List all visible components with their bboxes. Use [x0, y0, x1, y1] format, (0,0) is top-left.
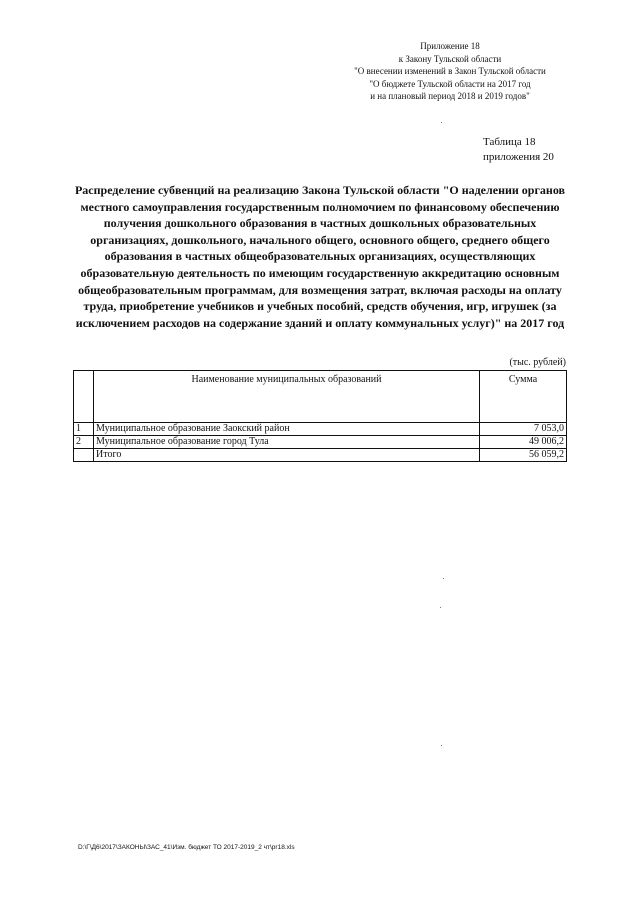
scan-speck [443, 578, 444, 579]
row-name: Муниципальное образование город Тула [94, 436, 480, 449]
table-total-row [74, 449, 567, 462]
table-row [74, 436, 567, 449]
header-number-cell [74, 371, 94, 423]
total-label: Итого [94, 449, 480, 462]
appendix-line-1: Приложение 18 [420, 41, 480, 51]
subsidy-table [73, 370, 567, 462]
appendix-line-3: "О внесении изменений в Закон Тульской области [354, 66, 546, 76]
row-number: 1 [74, 423, 94, 436]
scan-speck [441, 122, 442, 123]
document-title: Распределение субвенций на реализацию Закона Тульской области "О наделении органов местного самоуправления государственным полномочием по финансовому обеспечению получения дошкольного образования в частных дошкольных образовательных организациях, дошкольного, начального общего, основного общего, среднего общего образования в частных общеобразовательных организациях, осуществляющих образовательную деятельность по имеющим государственную аккредитацию основным общеобразовательным программам, для возмещения затрат, включая расходы на оплату труда, приобретение учебников и учебных пособий, средств обучения, игр, игрушек (за исключением расходов на содержание зданий и оплату коммунальных услуг)" на 2017 год [74, 183, 566, 330]
table-ref-line-2: приложения 20 [483, 151, 554, 163]
row-sum: 49 006,2 [480, 436, 567, 449]
header-sum-cell: Сумма [480, 371, 567, 423]
scan-speck [440, 607, 441, 608]
total-number [74, 449, 94, 462]
appendix-line-5: и на плановый период 2018 и 2019 годов" [370, 91, 530, 101]
row-sum: 7 053,0 [480, 423, 567, 436]
units-label: (тыс. рублей) [509, 357, 566, 368]
appendix-line-2: к Закону Тульской области [398, 53, 502, 64]
row-number: 2 [74, 436, 94, 449]
table-ref-line-1: Таблица 18 [483, 136, 536, 148]
scan-speck [441, 745, 442, 746]
total-sum: 56 059,2 [480, 449, 567, 462]
table-header-row [74, 371, 567, 423]
table-row [74, 423, 567, 436]
file-path-footer: D:\Г\Д6\2017\ЗАКОНЫ\ЗАС_41\Изм. бюджет ТО 2017-2019_2 чт\pr18.xls [78, 844, 295, 851]
header-name-cell: Наименование муниципальных образований [94, 371, 480, 423]
appendix-header [300, 40, 600, 103]
row-name: Муниципальное образование Заокский район [94, 423, 480, 436]
appendix-line-4: "О бюджете Тульской области на 2017 год [369, 78, 531, 89]
table-reference [483, 135, 554, 165]
